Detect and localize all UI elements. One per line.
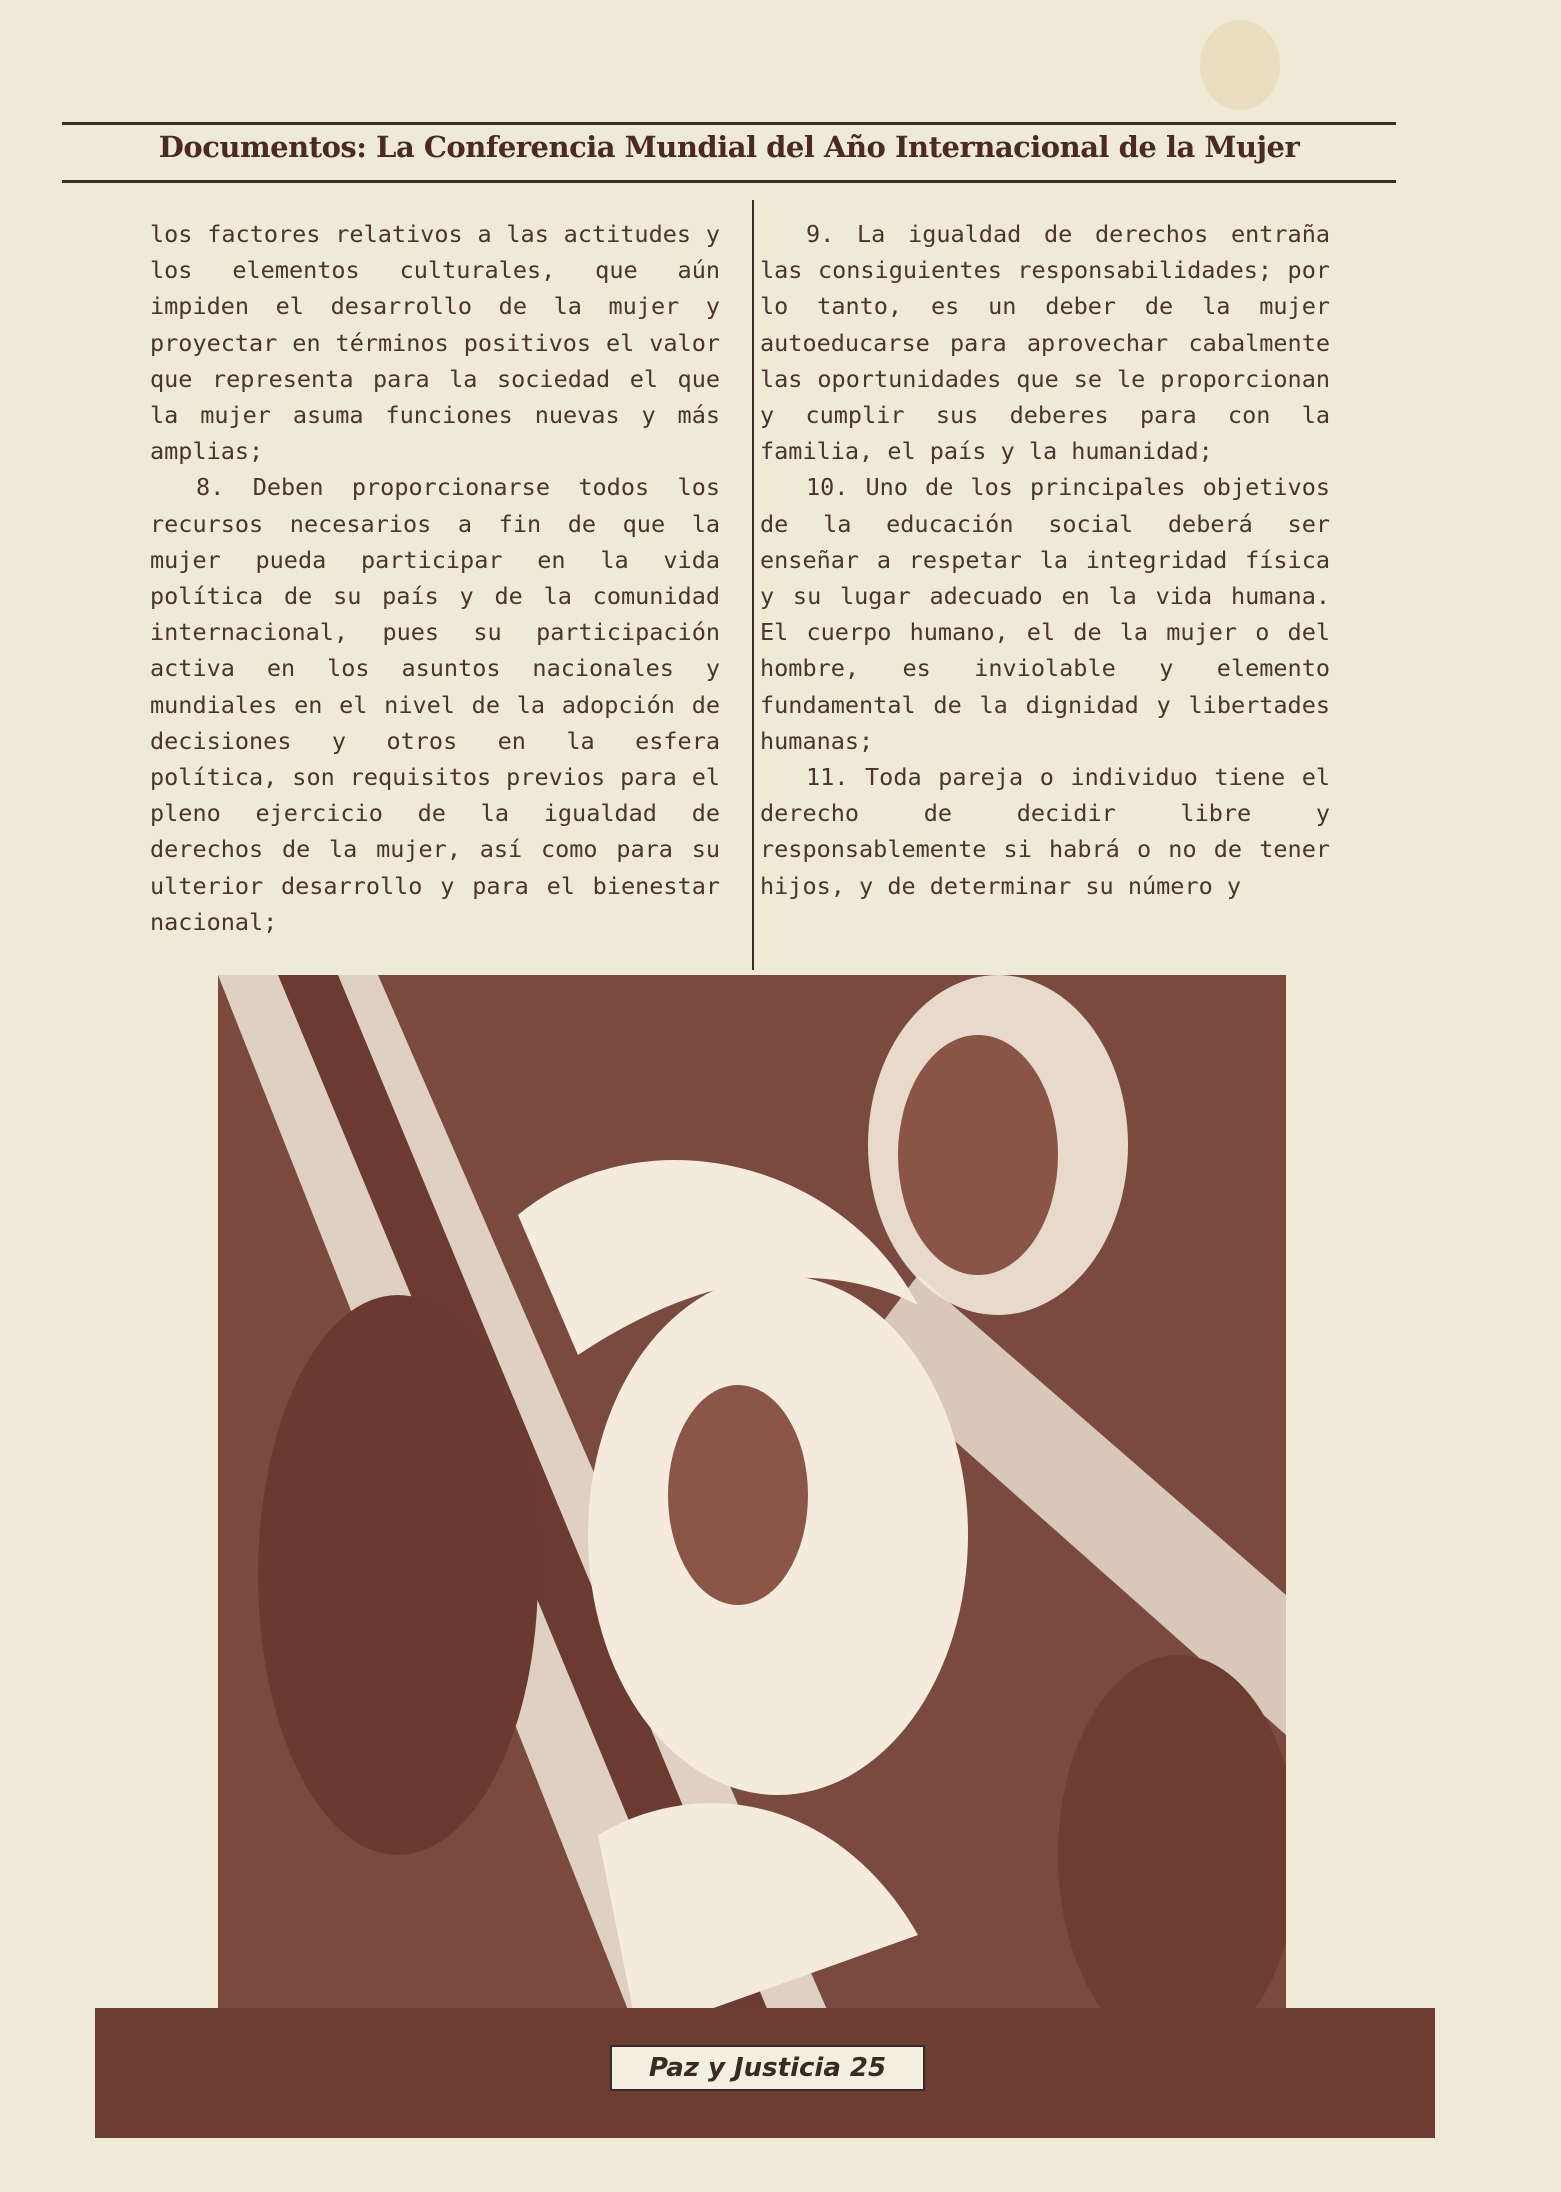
paragraph-continued: los factores relativos a las actitudes y los elementos culturales, que aún impiden el desarrollo de la mujer y proyectar en términos positivos el valor que representa para la sociedad el que la mujer asuma funciones nuevas y más amplias; <box>150 220 720 466</box>
paragraph-10: 10. Uno de los principales objetivos de la educación social deberá ser enseñar a respetar la integridad física y su lugar adecuado en la vida humana. El cuerpo humano, el de la mujer o del hombre, es inviolable y elemento fundamental de la dignidad y libertades humanas; <box>760 473 1330 755</box>
paragraph-8: 8. Deben proporcionarse todos los recursos necesarios a fin de que la mujer pueda participar en la vida política de su país y de la comunidad internacional, pues su participación activa en los asuntos nacionales y mundiales en el nivel de la adopción de decisiones y otros en la esfera política, son requisitos previos para el pleno ejercicio de la igualdad de derechos de la mujer, así como para su ulterior desarrollo y para el bienestar nacional; <box>150 473 720 936</box>
text-column-left <box>150 216 720 940</box>
paragraph-9: 9. La igualdad de derechos entraña las consiguientes responsabilidades; por lo tanto, es un deber de la mujer autoeducarse para aprovechar cabalmente las oportunidades que se le proporcionan y cumplir sus deberes para con la familia, el país y la humanidad; <box>760 220 1330 466</box>
column-divider <box>752 200 754 970</box>
footer-label: Paz y Justicia 25 <box>610 2045 925 2091</box>
header-bottom-rule <box>62 180 1396 183</box>
sepia-photograph <box>218 975 1286 2035</box>
paragraph-11: 11. Toda pareja o individuo tiene el derecho de decidir libre y responsablemente si habrá o no de tener hijos, y de determinar su número y <box>760 763 1330 900</box>
paper-stain <box>1200 20 1280 110</box>
page-title: Documentos: La Conferencia Mundial del Año Internacional de la Mujer <box>158 130 1300 164</box>
header-top-rule <box>62 122 1396 125</box>
text-column-right <box>760 216 1330 904</box>
